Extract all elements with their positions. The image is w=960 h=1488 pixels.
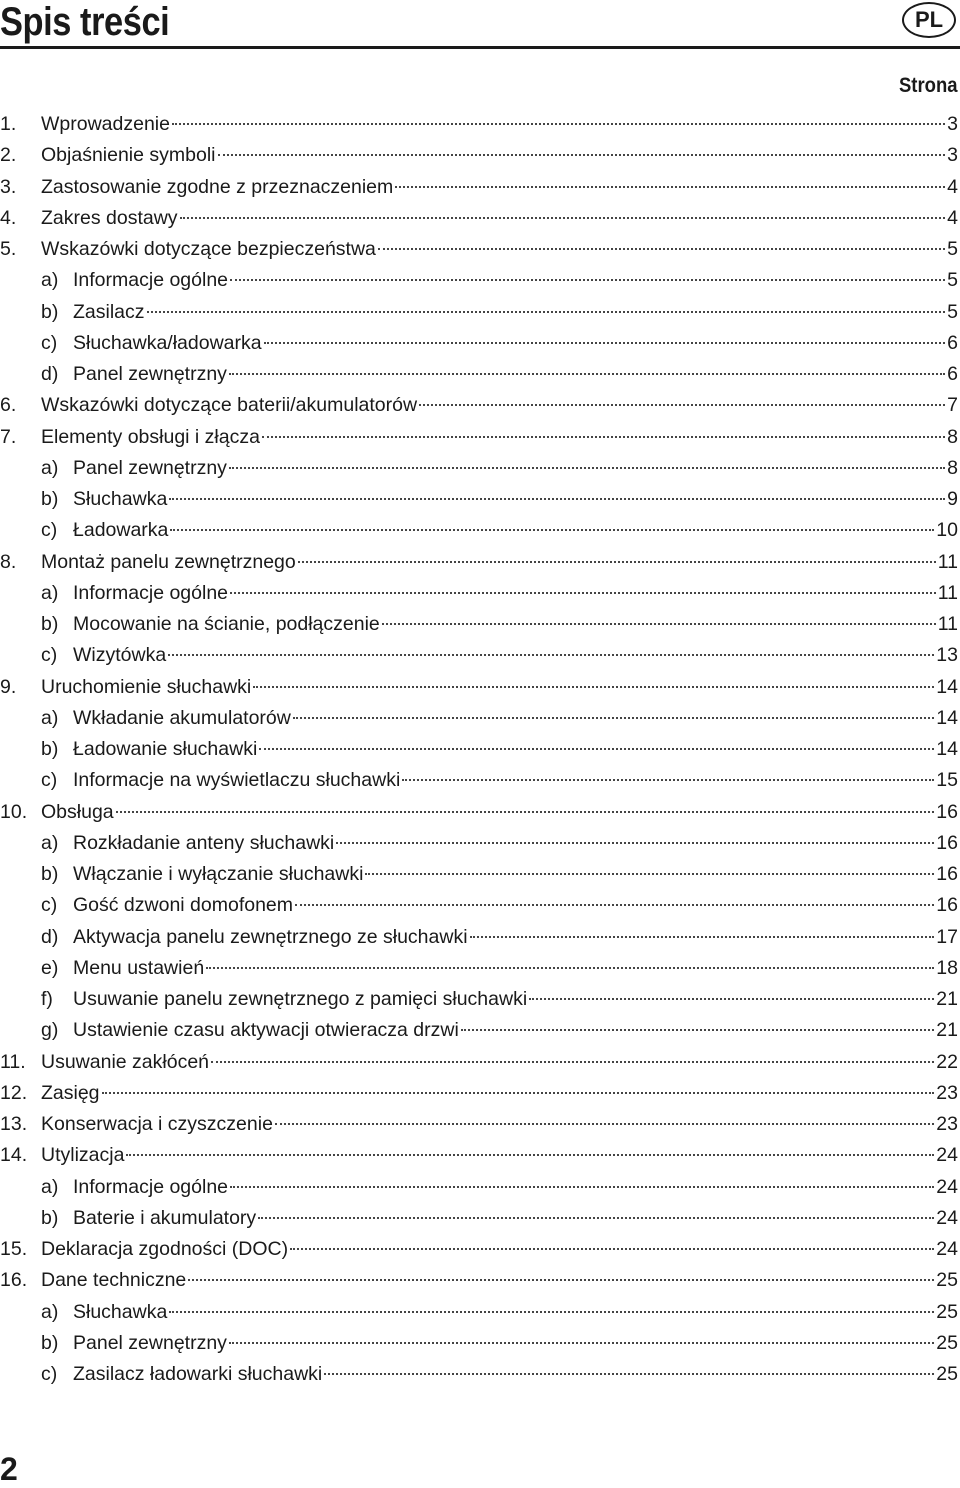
- toc-entry[interactable]: [0, 953, 958, 984]
- toc-entry-page: 4: [947, 206, 958, 229]
- toc-entry-line: [41, 140, 958, 171]
- toc-entry-sublabel: a): [41, 1175, 59, 1198]
- toc-leader-dots: [258, 1217, 934, 1219]
- toc-entry-title[interactable]: Objaśnienie symboli: [41, 144, 216, 167]
- toc-entry-line: [41, 1047, 958, 1078]
- toc-entry[interactable]: [0, 203, 958, 234]
- toc-entry-line: [41, 734, 958, 765]
- toc-leader-dots: [382, 623, 936, 625]
- toc-leader-dots: [264, 342, 946, 344]
- toc-leader-dots: [168, 654, 934, 656]
- toc-entry-page: 6: [947, 363, 958, 385]
- toc-entry-sublabel: b): [41, 1206, 59, 1229]
- toc-entry-line: [41, 859, 958, 890]
- toc-entry-number: 12.: [0, 1081, 28, 1104]
- toc-entry-title[interactable]: Ładowanie słuchawki: [73, 738, 258, 760]
- toc-entry-page: 14: [936, 706, 958, 729]
- toc-entry-line: [41, 1015, 958, 1046]
- toc-entry-page: 23: [936, 1113, 958, 1135]
- toc-leader-dots: [229, 373, 945, 375]
- toc-entry-sublabel: b): [41, 613, 59, 635]
- toc-entry[interactable]: [0, 515, 958, 546]
- toc-entry[interactable]: [0, 328, 958, 359]
- toc-entry-sublabel: a): [41, 831, 59, 854]
- toc-entry-sublabel: a): [41, 1300, 59, 1323]
- toc-entry[interactable]: [0, 1047, 958, 1078]
- toc-entry[interactable]: [0, 234, 958, 265]
- toc-entry-sublabel: d): [41, 363, 59, 385]
- toc-entry-title[interactable]: Zasięg: [41, 1081, 100, 1104]
- toc-entry-title[interactable]: Obsługa: [41, 800, 114, 823]
- toc-entry-number: 10.: [0, 800, 28, 823]
- toc-entry-number: 15.: [0, 1238, 28, 1260]
- toc-entry[interactable]: [0, 390, 958, 421]
- toc-entry-page: 11: [937, 613, 958, 635]
- toc-leader-dots: [102, 1092, 935, 1094]
- toc-entry-number: 7.: [0, 425, 17, 448]
- toc-entry-line: [41, 1359, 958, 1390]
- toc-entry[interactable]: [0, 1109, 958, 1140]
- toc-entry-title[interactable]: Zasilacz: [73, 300, 145, 323]
- toc-entry-sublabel: a): [41, 581, 59, 604]
- toc-entry-sublabel: c): [41, 331, 58, 354]
- toc-entry-page: 16: [936, 800, 958, 823]
- toc-leader-dots: [295, 904, 934, 906]
- toc-entry-title[interactable]: Informacje ogólne: [73, 269, 229, 292]
- toc-leader-dots: [126, 1154, 934, 1156]
- toc-entry[interactable]: [0, 547, 958, 578]
- toc-entry-number: 8.: [0, 550, 17, 573]
- toc-entry-number: 16.: [0, 1269, 28, 1292]
- toc-entry-sublabel: a): [41, 269, 59, 292]
- toc-leader-dots: [365, 873, 934, 875]
- toc-entry[interactable]: [0, 1297, 958, 1328]
- toc-entry[interactable]: [0, 1265, 958, 1296]
- toc-entry[interactable]: [0, 453, 958, 484]
- page-column-label: Strona: [899, 74, 958, 97]
- toc-entry-page: 21: [936, 988, 958, 1010]
- toc-entry-title[interactable]: Elementy obsługi i złącza: [41, 425, 260, 448]
- toc-leader-dots: [147, 311, 946, 313]
- toc-entry-page: 24: [936, 1206, 958, 1229]
- toc-entry-line: [41, 422, 958, 453]
- toc-leader-dots: [298, 561, 936, 563]
- toc-leader-dots: [259, 748, 934, 750]
- toc-entry-page: 9: [947, 488, 958, 510]
- toc-entry-title[interactable]: Włączanie i wyłączanie słuchawki: [73, 863, 364, 885]
- toc-entry-title[interactable]: Menu ustawień: [73, 956, 205, 979]
- toc-entry-sublabel: b): [41, 738, 59, 760]
- toc-entry-line: [41, 515, 958, 546]
- toc-entry-sublabel: f): [41, 988, 53, 1010]
- toc-entry[interactable]: [0, 922, 958, 953]
- toc-entry-line: [41, 672, 958, 703]
- toc-entry[interactable]: [0, 765, 958, 796]
- toc-leader-dots: [275, 1123, 934, 1125]
- toc-entry-line: [41, 359, 958, 390]
- toc-leader-dots: [230, 1186, 934, 1188]
- toc-entry[interactable]: [0, 1234, 958, 1265]
- toc-entry-number: 5.: [0, 238, 17, 260]
- toc-entry-line: [41, 765, 958, 796]
- toc-entry-title[interactable]: Informacje ogólne: [73, 581, 229, 604]
- toc-entry-page: 25: [936, 1363, 958, 1385]
- toc-entry[interactable]: [0, 1172, 958, 1203]
- toc-entry[interactable]: [0, 1359, 958, 1390]
- toc-leader-dots: [253, 686, 934, 688]
- toc-leader-dots: [419, 404, 945, 406]
- toc-entry-title[interactable]: Zastosowanie zgodne z przeznaczeniem: [41, 175, 394, 198]
- toc-entry[interactable]: [0, 1015, 958, 1046]
- toc-entry-line: [41, 1297, 958, 1328]
- toc-entry-line: [41, 297, 958, 328]
- toc-entry-line: [41, 234, 958, 265]
- toc-entry-page: 4: [947, 175, 958, 198]
- toc-entry[interactable]: [0, 703, 958, 734]
- toc-entry-line: [41, 640, 958, 671]
- toc-entry-line: [41, 1234, 958, 1265]
- toc-entry-title[interactable]: Panel zewnętrzny: [73, 1331, 227, 1354]
- toc-leader-dots: [211, 1061, 934, 1063]
- toc-leader-dots: [169, 1311, 934, 1313]
- toc-leader-dots: [336, 842, 934, 844]
- toc-entry-page: 16: [936, 894, 958, 917]
- toc-entry-line: [41, 890, 958, 921]
- page-number: 2: [0, 1451, 18, 1487]
- toc-entry-page: 16: [936, 863, 958, 885]
- toc-entry[interactable]: [0, 1140, 958, 1171]
- toc-entry-line: [41, 797, 958, 828]
- toc-entry-line: [41, 578, 958, 609]
- toc-entry[interactable]: [0, 1078, 958, 1109]
- toc-entry-page: 21: [936, 1019, 958, 1042]
- toc-entry-page: 14: [936, 738, 958, 760]
- toc-entry-title[interactable]: Uruchomienie słuchawki: [41, 675, 252, 698]
- toc-entry-number: 9.: [0, 675, 17, 698]
- toc-entry-sublabel: a): [41, 706, 59, 729]
- toc-entry-line: [41, 484, 958, 515]
- toc-entry-line: [41, 828, 958, 859]
- toc-entry[interactable]: [0, 109, 958, 140]
- toc-entry-sublabel: c): [41, 519, 58, 542]
- toc-entry-number: 1.: [0, 113, 17, 135]
- toc-entry-page: 25: [936, 1300, 958, 1323]
- toc-entry-page: 25: [936, 1331, 958, 1354]
- toc-entry[interactable]: [0, 265, 958, 296]
- toc-entry-title[interactable]: Wskazówki dotyczące bezpieczeństwa: [41, 238, 376, 260]
- toc-leader-dots: [470, 936, 935, 938]
- toc-entry-page: 6: [947, 331, 958, 354]
- toc-entry-title[interactable]: Baterie i akumulatory: [73, 1206, 257, 1229]
- toc-entry-title[interactable]: Informacje na wyświetlaczu słuchawki: [73, 769, 401, 792]
- toc-entry-title[interactable]: Usuwanie zakłóceń: [41, 1050, 210, 1073]
- toc-entry[interactable]: [0, 734, 958, 765]
- toc-entry-sublabel: a): [41, 456, 59, 479]
- toc-entry-line: [41, 1203, 958, 1234]
- toc-entry-sublabel: c): [41, 644, 58, 667]
- toc-leader-dots: [116, 811, 935, 813]
- toc-leader-dots: [402, 779, 934, 781]
- toc-entry-number: 14.: [0, 1144, 28, 1167]
- toc-entry-page: 23: [936, 1081, 958, 1104]
- toc-leader-dots: [378, 248, 945, 250]
- toc-entry-number: 11.: [0, 1050, 26, 1073]
- toc-entry[interactable]: [0, 359, 958, 390]
- toc-leader-dots: [262, 436, 945, 438]
- toc-entry-line: [41, 172, 958, 203]
- toc-entry-title[interactable]: Konserwacja i czyszczenie: [41, 1113, 273, 1135]
- toc-leader-dots: [230, 592, 936, 594]
- toc-leader-dots: [170, 529, 934, 531]
- toc-leader-dots: [324, 1373, 934, 1375]
- toc-entry-page: 11: [937, 550, 958, 573]
- toc-entry-sublabel: e): [41, 956, 59, 979]
- toc-entry-title[interactable]: Aktywacja panelu zewnętrznego ze słuchawki: [73, 925, 468, 948]
- toc-entry-page: 22: [936, 1050, 958, 1073]
- toc-entry-sublabel: c): [41, 769, 58, 792]
- toc-entry-title[interactable]: Rozkładanie anteny słuchawki: [73, 831, 335, 854]
- toc-entry-line: [41, 328, 958, 359]
- toc-entry[interactable]: [0, 828, 958, 859]
- toc-leader-dots: [230, 279, 945, 281]
- toc-entry-line: [41, 1265, 958, 1296]
- toc-entry-sublabel: c): [41, 894, 58, 917]
- toc-leader-dots: [461, 1029, 934, 1031]
- toc-entry-number: 2.: [0, 144, 17, 167]
- toc-entry-page: 13: [936, 644, 958, 667]
- toc-entry-title[interactable]: Słuchawka: [73, 1300, 168, 1323]
- toc-entry[interactable]: [0, 609, 958, 640]
- toc-entry-line: [41, 609, 958, 640]
- toc-entry-line: [41, 1328, 958, 1359]
- toc-entry-line: [41, 1078, 958, 1109]
- toc-leader-dots: [290, 1248, 934, 1250]
- toc-entry-page: 5: [947, 269, 958, 292]
- toc-entry-title[interactable]: Deklaracja zgodności (DOC): [41, 1238, 289, 1260]
- toc-entry[interactable]: [0, 890, 958, 921]
- toc-entry[interactable]: [0, 172, 958, 203]
- toc-entry-title[interactable]: Wskazówki dotyczące baterii/akumulatorów: [41, 394, 418, 417]
- toc-entry-page: 25: [936, 1269, 958, 1292]
- toc-entry-number: 6.: [0, 394, 17, 417]
- toc-entry-title[interactable]: Usuwanie panelu zewnętrznego z pamięci słuchawki: [73, 988, 528, 1010]
- toc-entry-page: 5: [947, 238, 958, 260]
- toc-entry-number: 4.: [0, 206, 17, 229]
- toc-entry[interactable]: [0, 984, 958, 1015]
- toc-entry-title[interactable]: Zakres dostawy: [41, 206, 178, 229]
- toc-entry-page: 15: [936, 769, 958, 792]
- toc-entry-title[interactable]: Wizytówka: [73, 644, 167, 667]
- toc-entry-line: [41, 953, 958, 984]
- toc-entry-sublabel: d): [41, 925, 59, 948]
- page-title: Spis treści: [0, 0, 170, 44]
- toc-leader-dots: [180, 217, 946, 219]
- toc-entry-number: 13.: [0, 1113, 28, 1135]
- toc-entry-page: 3: [947, 144, 958, 167]
- toc-entry-sublabel: c): [41, 1363, 58, 1385]
- toc-entry-line: [41, 109, 958, 140]
- toc-entry-page: 8: [947, 456, 958, 479]
- toc-entry[interactable]: [0, 578, 958, 609]
- toc-entry-page: 14: [936, 675, 958, 698]
- toc-entry-line: [41, 703, 958, 734]
- toc-entry[interactable]: [0, 140, 958, 171]
- toc-entry-line: [41, 453, 958, 484]
- toc-entry-page: 5: [947, 300, 958, 323]
- toc-entry-page: 18: [936, 956, 958, 979]
- toc-entry-title[interactable]: Dane techniczne: [41, 1269, 187, 1292]
- toc-entry-line: [41, 984, 958, 1015]
- toc-entry-page: 11: [937, 581, 958, 604]
- toc-entry[interactable]: [0, 484, 958, 515]
- toc-leader-dots: [293, 717, 934, 719]
- toc-entry-title[interactable]: Informacje ogólne: [73, 1175, 229, 1198]
- toc-entry-page: 3: [947, 113, 958, 135]
- toc-entry[interactable]: [0, 797, 958, 828]
- toc-entry-line: [41, 1140, 958, 1171]
- toc-leader-dots: [172, 123, 945, 125]
- toc-entry-line: [41, 203, 958, 234]
- toc-entry[interactable]: [0, 297, 958, 328]
- toc-entry[interactable]: [0, 640, 958, 671]
- toc-leader-dots: [169, 498, 945, 500]
- toc-entry-title[interactable]: Zasilacz ładowarki słuchawki: [73, 1363, 323, 1385]
- toc-entry-sublabel: b): [41, 1331, 59, 1354]
- toc-entry-title[interactable]: Montaż panelu zewnętrznego: [41, 550, 296, 573]
- toc-leader-dots: [206, 967, 934, 969]
- toc-entry-page: 7: [947, 394, 958, 417]
- toc-entry-title[interactable]: Ustawienie czasu aktywacji otwieracza drzwi: [73, 1019, 459, 1042]
- toc-entry-title[interactable]: Gość dzwoni domofonem: [73, 894, 294, 917]
- language-badge: PL: [902, 2, 956, 38]
- toc-entry-page: 24: [936, 1238, 958, 1260]
- table-of-contents: [0, 109, 958, 1390]
- toc-entry[interactable]: [0, 1203, 958, 1234]
- toc-entry-title[interactable]: Panel zewnętrzny: [73, 456, 227, 479]
- toc-entry-line: [41, 547, 958, 578]
- toc-entry-sublabel: b): [41, 300, 59, 323]
- toc-entry-page: 10: [936, 519, 958, 542]
- toc-entry-title[interactable]: Słuchawka/ładowarka: [73, 331, 262, 354]
- title-rule: [0, 46, 960, 49]
- toc-entry-line: [41, 265, 958, 296]
- toc-entry-title[interactable]: Mocowanie na ścianie, podłączenie: [73, 613, 380, 635]
- toc-leader-dots: [529, 998, 934, 1000]
- toc-entry-title[interactable]: Ładowarka: [73, 519, 169, 542]
- toc-entry-page: 8: [947, 425, 958, 448]
- toc-leader-dots: [229, 1342, 934, 1344]
- toc-entry-line: [41, 1172, 958, 1203]
- toc-entry-number: 3.: [0, 175, 17, 198]
- toc-entry[interactable]: [0, 1328, 958, 1359]
- toc-entry-sublabel: b): [41, 488, 59, 510]
- toc-entry-title[interactable]: Panel zewnętrzny: [73, 363, 227, 385]
- toc-leader-dots: [218, 154, 946, 156]
- toc-entry-line: [41, 922, 958, 953]
- toc-entry-page: 17: [936, 925, 958, 948]
- toc-entry-title[interactable]: Wkładanie akumulatorów: [73, 706, 291, 729]
- toc-entry[interactable]: [0, 422, 958, 453]
- toc-entry-title[interactable]: Słuchawka: [73, 488, 168, 510]
- toc-entry-sublabel: b): [41, 863, 59, 885]
- toc-entry-sublabel: g): [41, 1019, 59, 1042]
- toc-entry-line: [41, 1109, 958, 1140]
- toc-entry-title[interactable]: Utylizacja: [41, 1144, 125, 1167]
- toc-entry-title[interactable]: Wprowadzenie: [41, 113, 170, 135]
- toc-entry[interactable]: [0, 672, 958, 703]
- toc-leader-dots: [395, 186, 945, 188]
- toc-entry-page: 24: [936, 1175, 958, 1198]
- toc-leader-dots: [229, 467, 945, 469]
- toc-entry-line: [41, 390, 958, 421]
- toc-entry[interactable]: [0, 859, 958, 890]
- toc-entry-page: 24: [936, 1144, 958, 1167]
- toc-entry-page: 16: [936, 831, 958, 854]
- toc-leader-dots: [188, 1279, 934, 1281]
